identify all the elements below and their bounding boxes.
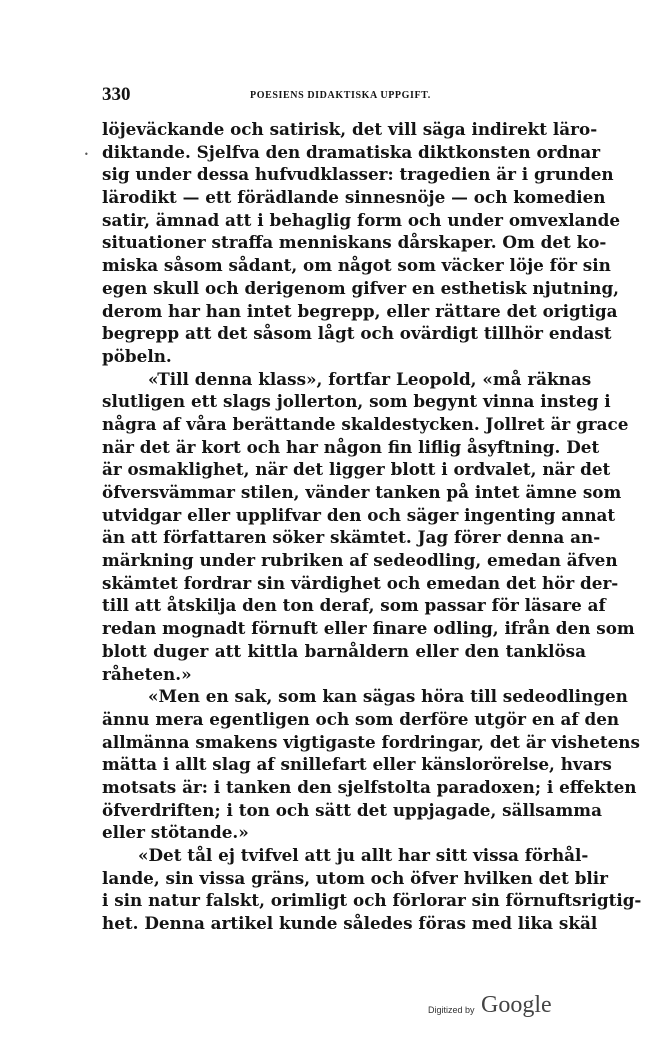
margin-mark: •	[84, 150, 89, 159]
body-text	[102, 118, 642, 935]
google-logo: Google	[481, 992, 552, 1018]
page-header	[102, 84, 588, 110]
text-line: löjeväckande och satirisk, det vill säga indirekt läro-	[102, 119, 598, 139]
text-line: eller stötande.»	[102, 822, 249, 843]
text-line: redan mognadt förnuft eller finare odling, ifrån den som	[102, 618, 635, 639]
text-line: begrepp att det såsom lågt och ovärdigt tillhör endast	[102, 323, 612, 344]
digitized-watermark	[428, 992, 568, 1026]
text-line: sig under dessa hufvudklasser: tragedien är i grunden	[102, 164, 614, 185]
text-line: derom har han intet begrepp, eller rättare det origtiga	[102, 300, 618, 321]
text-line: «Till denna klass», fortfar Leopold, «må räknas	[148, 368, 592, 389]
text-line: är osmaklighet, när det ligger blott i ordvalet, när det	[102, 459, 611, 480]
text-line: utvidgar eller upplifvar den och säger ingenting annat	[102, 504, 616, 525]
text-line: satir, ämnad att i behaglig form och under omvexlande	[102, 209, 621, 230]
text-line: «Men en sak, som kan sägas höra till sedeodlingen	[148, 686, 628, 707]
text-line: blott duger att kittla barnåldern eller den tanklösa	[102, 640, 586, 661]
text-line: motsats är: i tanken den sjelfstolta paradoxen; i effekten	[102, 776, 637, 797]
text-line: i sin natur falskt, orimligt och förlorar sin förnuftsrigtig-	[102, 890, 642, 911]
text-line: pöbeln.	[102, 345, 172, 366]
text-line: diktande. Sjelfva den dramatiska diktkonsten ordnar	[102, 141, 601, 162]
text-line: när det är kort och har någon fin liflig åsyftning. Det	[102, 436, 600, 457]
text-line: «Det tål ej tvifvel att ju allt har sitt vissa förhål-	[138, 845, 589, 865]
text-line: ännu mera egentligen och som derföre utgör en af den	[102, 708, 620, 729]
page-number: 330	[102, 84, 131, 105]
text-line: lande, sin vissa gräns, utom och öfver hvilken det blir	[102, 867, 609, 888]
digitized-label: Digitized by	[428, 1005, 475, 1015]
text-line: het. Denna artikel kunde således föras med lika skäl	[102, 913, 598, 934]
text-line: råheten.»	[102, 663, 192, 684]
text-line: öfverdriften; i ton och sätt det uppjagade, sällsamma	[102, 799, 602, 820]
text-line: märkning under rubriken af sedeodling, emedan äfven	[102, 550, 618, 571]
text-line: egen skull och derigenom gifver en esthetisk njutning,	[102, 277, 620, 298]
text-line: skämtet fordrar sin värdighet och emedan det hör der-	[102, 572, 619, 593]
text-line: till att åtskilja den ton deraf, som passar för läsare af	[102, 595, 606, 616]
text-line: allmänna smakens vigtigaste fordringar, det är vishetens	[102, 731, 640, 752]
running-title: POESIENS DIDAKTISKA UPPGIFT.	[250, 90, 431, 101]
text-line: mätta i allt slag af snillefart eller känslorörelse, hvars	[102, 754, 612, 775]
text-line: situationer straffa menniskans dårskaper. Om det ko-	[102, 232, 607, 253]
text-line: än att författaren söker skämtet. Jag förer denna an-	[102, 527, 601, 548]
text-line: slutligen ett slags jollerton, som begynt vinna insteg i	[102, 391, 611, 412]
text-line: lärodikt — ett förädlande sinnesnöje — och komedien	[102, 187, 606, 208]
text-line: miska såsom sådant, om något som väcker löje för sin	[102, 255, 611, 276]
text-line: några af våra berättande skaldestycken. Jollret är grace	[102, 413, 629, 434]
text-line: öfversvämmar stilen, vänder tanken på intet ämne som	[102, 482, 622, 502]
